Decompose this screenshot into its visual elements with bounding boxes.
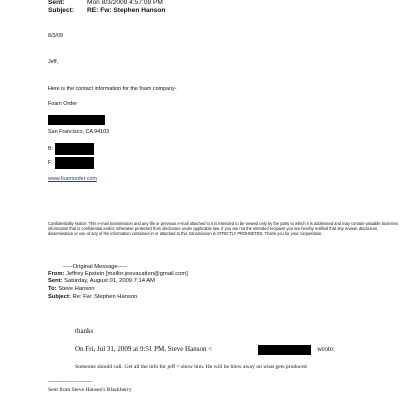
phone-b-label: B: (48, 146, 54, 152)
email-date: 8/3/09 (48, 33, 63, 39)
city-line: San Francisco, CA 94103 (48, 129, 110, 135)
confidentiality-notice: Confidentiality Notice: This e-mail transmission and any file or previous e-mail attached to it is intended to be viewed only by the party to which it is addressed and may contain valuable business information that is confidential and/or otherwise protected from disclosure under applicable law. If you are not the intended recipient you are hereby notified that any review, disclosure, dissemination or use of any of the information contained in or attached to this transmission is STRICTLY PROHIBITED. Thank you for your cooperation. (48, 221, 398, 237)
redaction-email (258, 345, 311, 355)
original-to-row (48, 286, 95, 293)
original-to-label: To: (48, 286, 57, 292)
original-sent-row (48, 278, 155, 285)
original-to-value: Steve Hanson (58, 286, 95, 292)
subject-row (48, 7, 165, 15)
original-from-value: Jeffrey Epstein [mailto:jeevacation@gmail.com] (66, 271, 188, 277)
original-subject-row (48, 294, 137, 301)
original-from-label: From: (48, 271, 65, 277)
signature: Sent from Steve Hansen's Blackberry (48, 387, 132, 393)
reply-thanks: thanks (75, 327, 94, 335)
sent-value: Mon 8/3/2009 4:57:09 PM (87, 0, 163, 6)
redaction-phone-f (55, 157, 94, 169)
intro-text: Here is the contact information for the foam company- (48, 86, 177, 92)
redaction-phone-b (55, 143, 94, 155)
original-message-divider: -----Original Message----- (63, 264, 128, 270)
quote-intro: On Fri, Jul 31, 2009 at 9:51 PM, Steve Hanson < (75, 345, 213, 353)
subject-value: RE: Fw: Stephen Hanson (87, 7, 166, 14)
quote-body: Someone should call. Get all the info for jeff = show him. He will be blow away on what gets produced (75, 364, 307, 370)
greeting: Jeff, (48, 59, 59, 65)
phone-f-label: F: (48, 160, 53, 166)
subject-label: Subject: (48, 7, 75, 14)
original-sent-value: Saturday, August 01, 2009 7:14 AM (64, 278, 155, 284)
company-name: Foam Order (48, 101, 78, 107)
website-link[interactable]: www.foamorder.com (48, 176, 97, 182)
original-subject-label: Subject: (48, 294, 71, 300)
redaction-address (48, 115, 105, 125)
sent-label: Sent: (48, 0, 65, 6)
quote-wrote: wrote: (317, 345, 335, 353)
original-sent-label: Sent: (48, 278, 63, 284)
signature-divider: ------------------------ (48, 379, 93, 385)
original-subject-value: Re: Fw: Stephen Hanson (72, 294, 138, 300)
sent-row (48, 0, 163, 7)
